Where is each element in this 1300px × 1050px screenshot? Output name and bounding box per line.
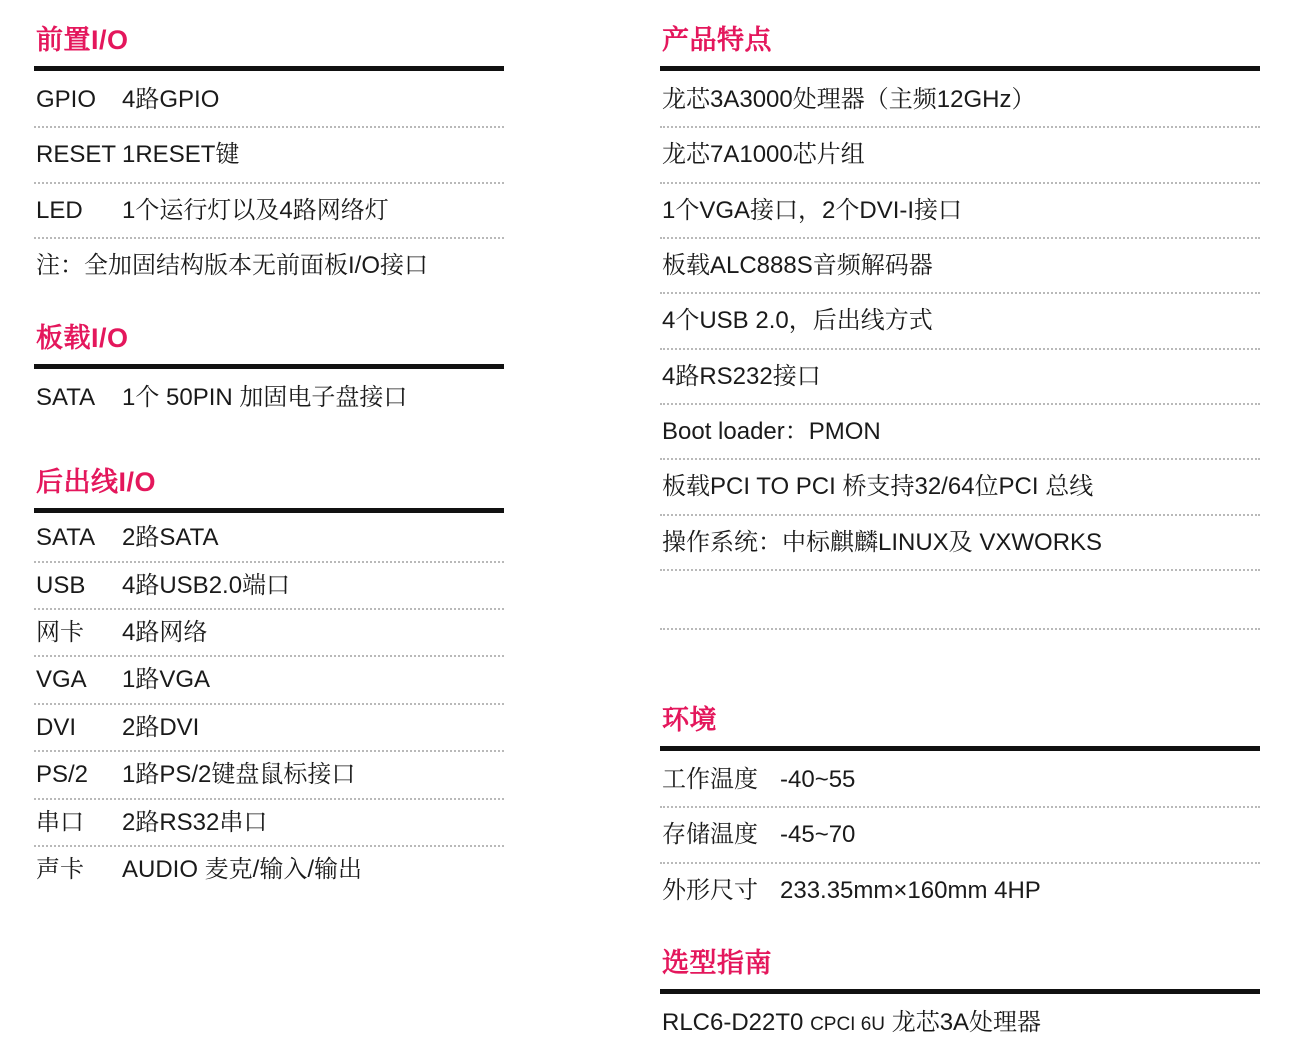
section-divider [34,508,504,513]
row-label: 工作温度 [662,766,758,794]
list-item [34,610,504,657]
row-value: -40~55 [780,766,856,794]
list-item [34,800,504,847]
row-value: -45~70 [780,821,856,849]
list-item [660,996,1260,1049]
section-title-environment: 环境 [662,705,717,736]
feature-text: 龙芯3A3000处理器（主频12GHz） [662,85,1036,113]
row-label: LED [36,196,83,224]
row-value: 233.35mm×160mm 4HP [780,876,1041,904]
selection-guide-rows [660,996,1260,1049]
row-value: 1路VGA [122,666,211,694]
section-divider [660,66,1260,71]
row-label: 存储温度 [662,821,758,849]
rear-io-rows [34,515,504,892]
left-column [34,22,504,1050]
row-label: USB [36,571,86,599]
row-value: 1个运行灯以及4路网络灯 [122,196,389,224]
list-item [34,705,504,752]
row-value: 1RESET键 [122,141,240,169]
section-onboard-io [34,322,504,424]
section-divider [34,66,504,71]
list-item-blank [660,571,1260,630]
list-item [34,371,504,424]
feature-text: 操作系统：中标麒麟LINUX及 VXWORKS [662,528,1103,556]
row-value: 2路SATA [122,524,219,552]
list-item [34,752,504,799]
row-label: 串口 [36,808,84,836]
row-value: 4路USB2.0端口 [122,571,291,599]
row-value: 4路网络 [122,618,208,646]
model-suffix: CPCI 6U [810,1013,886,1035]
feature-text: 板载PCI TO PCI 桥支持32/64位PCI 总线 [662,473,1094,501]
section-divider [660,746,1260,751]
section-environment [660,704,1260,917]
list-item [34,515,504,562]
list-item [34,657,504,704]
row-label: 声卡 [36,855,84,883]
list-item [660,405,1260,460]
feature-text: 板载ALC888S音频解码器 [662,251,933,279]
onboard-io-rows [34,371,504,424]
list-item-note [34,239,504,292]
section-front-io [34,24,504,292]
list-item [660,864,1260,917]
list-item [34,128,504,183]
section-title-rear-io: 后出线I/O [36,467,157,498]
list-item [660,808,1260,863]
row-value: 4路GPIO [122,85,220,113]
row-label: DVI [36,713,77,741]
row-note: 注：全加固结构版本无前面板I/O接口 [36,251,429,279]
right-column [660,22,1260,1050]
section-title-onboard-io: 板载I/O [36,323,129,354]
list-item [34,73,504,128]
row-value: 2路RS32串口 [122,808,268,836]
section-divider [660,989,1260,994]
section-divider [34,364,504,369]
feature-text: 4路RS232接口 [662,362,821,390]
model-number: RLC6-D22T0 [662,1008,804,1036]
list-item [660,128,1260,183]
row-value: 1个 50PIN 加固电子盘接口 [122,384,408,412]
feature-text: 4个USB 2.0，后出线方式 [662,307,933,335]
list-item [34,847,504,892]
row-label: PS/2 [36,761,89,789]
features-rows [660,73,1260,631]
list-item [660,460,1260,515]
list-item [660,516,1260,571]
row-label: GPIO [36,85,97,113]
section-rear-io [34,466,504,892]
row-label: 网卡 [36,618,84,646]
row-label: 外形尺寸 [662,876,758,904]
row-label: SATA [36,384,96,412]
feature-text: 1个VGA接口，2个DVI-I接口 [662,196,963,224]
row-value: AUDIO 麦克/输入/输出 [122,855,363,883]
list-item [660,239,1260,294]
section-title-front-io: 前置I/O [36,25,129,55]
feature-text: 龙芯7A1000芯片组 [662,141,865,169]
environment-rows [660,753,1260,917]
list-item [660,350,1260,405]
model-description: 龙芯3A处理器 [891,1008,1042,1036]
list-item [660,73,1260,128]
row-value: 1路PS/2键盘鼠标接口 [122,761,356,789]
section-selection-guide [660,947,1260,1049]
row-label: VGA [36,666,87,694]
row-label: SATA [36,524,96,552]
section-title-features: 产品特点 [662,25,772,55]
section-features [660,24,1260,630]
front-io-rows [34,73,504,293]
feature-text: Boot loader：PMON [662,418,881,446]
list-item [660,184,1260,239]
row-label: RESET [36,141,117,169]
list-item [660,294,1260,349]
section-title-selection-guide: 选型指南 [662,948,772,979]
row-value: 2路DVI [122,713,200,741]
list-item [660,753,1260,808]
list-item [34,563,504,610]
list-item [34,184,504,239]
